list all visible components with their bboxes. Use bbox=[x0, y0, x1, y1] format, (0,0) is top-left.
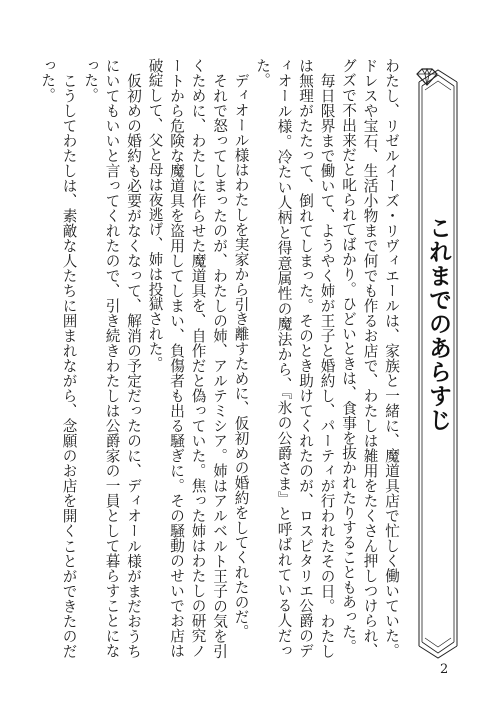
paragraph-6: こうしてわたしは、素敵な人たちに囲まれながら、念願のお店を開くことができたのだった。 bbox=[39, 58, 78, 658]
gem-icon bbox=[415, 68, 439, 86]
paragraph-3: ディオール様はわたしを実家から引き離すために、仮初めの婚約をしてくれたのだ。 bbox=[232, 72, 250, 639]
synopsis-text bbox=[39, 58, 402, 658]
paragraph-4: それで怒ってしまったのが、わたしの姉、アルテミシア。姉はアルベルト王子の気を引くために、わたしに作らせた魔道具を、自作だと偽っていた。焦った姉はわたしの研究ノートから危険な魔道具を盗用してしまい、負傷者も出る騒ぎに。その騒動のせいでお店は破綻して、父と母は夜逃げ、姉は投獄された。 bbox=[146, 58, 228, 658]
page-title: これまでのあらすじ bbox=[425, 216, 451, 432]
paragraph-1: わたし、リゼルイーズ・リヴィエールは、家族と一緒に、魔道具店で忙しく働いていた。ドレスや宝石、生活小物まで何でも作るお店で、わたしは雑用をたくさん押しつけられ、グズで不出来だと叱られてばかり。ひどいときは、食事を抜かれたりすることもあった。 bbox=[340, 58, 400, 658]
page-number: 2 bbox=[440, 662, 449, 677]
paragraph-5: 仮初めの婚約も必要がなくなって、解消の予定だったのに、ディオール様がまだおうちにいてもいいと言ってくれたので、引き続きわたしは公爵家の一員として暮らすことになった。 bbox=[82, 58, 142, 658]
title-frame bbox=[415, 68, 461, 660]
paragraph-2: 毎日限界まで働いて、ようやく姉が王子と婚約し、パーティが行われたその日。わたしは無理がたたって、倒れてしまった。そのとき助けてくれたのが、ロスピタリエ公爵のディオール様。冷たい人柄と得意属性の魔法から、『氷の公爵さま』と呼ばれている人だった。 bbox=[254, 58, 336, 658]
